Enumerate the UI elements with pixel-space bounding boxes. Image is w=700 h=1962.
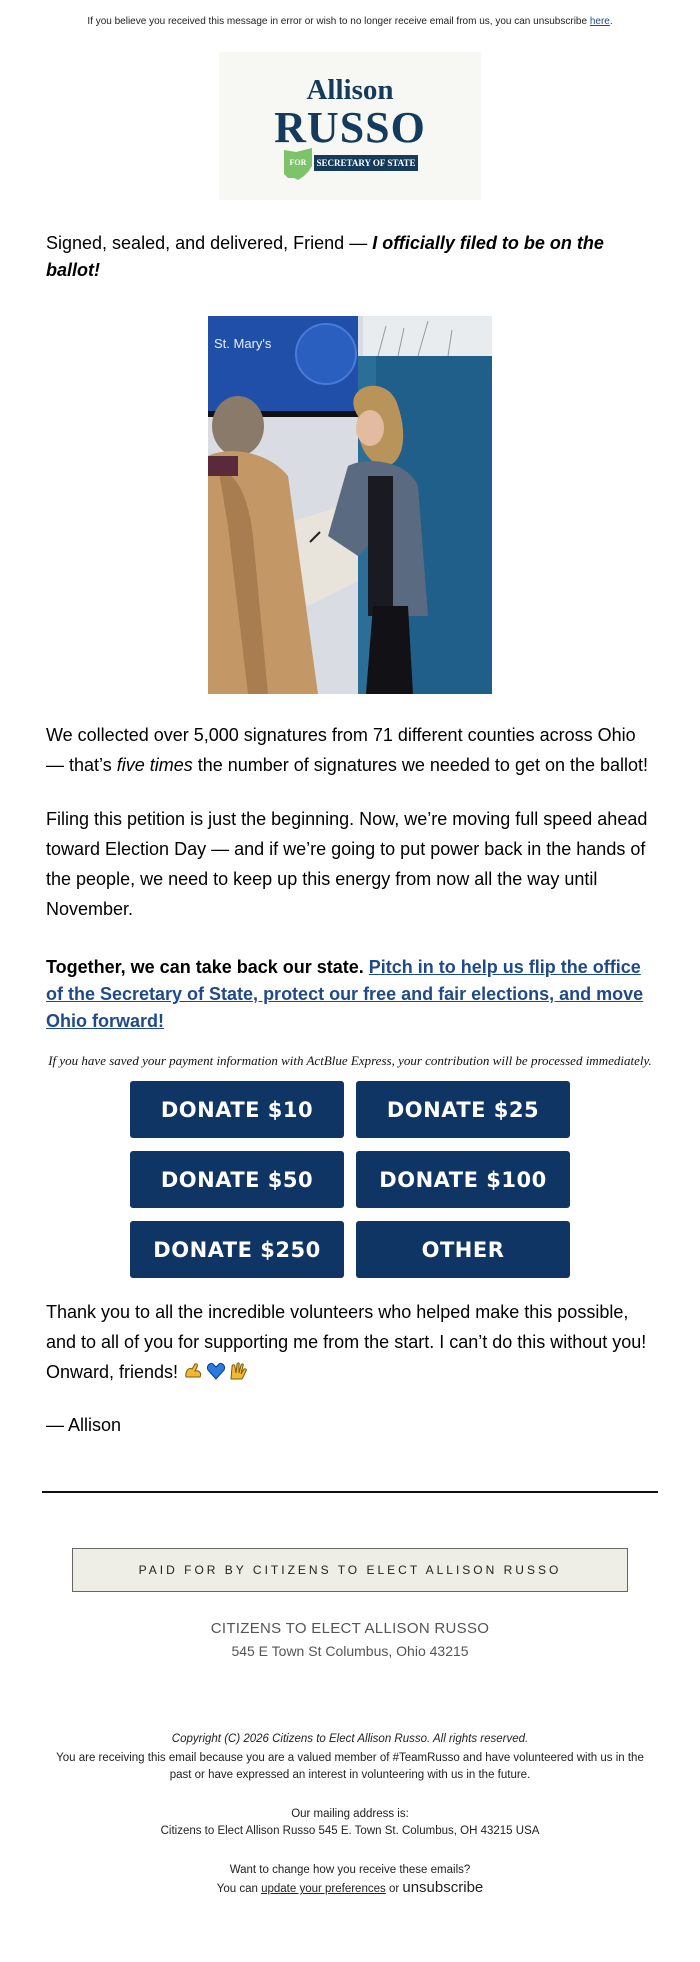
- footer-divider: [42, 1491, 658, 1493]
- signatures-text-b: the number of signatures we needed to get on the ballot!: [192, 755, 649, 775]
- cta-donate-link[interactable]: Pitch in to help us flip the office of the Secretary of State, protect our free and fair elections, and move Ohio forward!: [46, 957, 644, 1031]
- blue-heart-icon: [206, 1361, 226, 1381]
- paid-for-disclaimer: PAID FOR BY CITIZENS TO ELECT ALLISON RUSSO: [72, 1548, 628, 1592]
- change-question: Want to change how you receive these emails?: [229, 1864, 471, 1876]
- thanks-text: Thank you to all the incredible volunteers who helped make this possible, and to all of you for supporting me from the start. I can’t do this without you! Onward, friends!: [46, 1302, 647, 1382]
- campaign-logo: [219, 52, 481, 200]
- cta-bold: Together, we can take back our state.: [46, 957, 364, 977]
- unsubscribe-here-link[interactable]: here: [589, 16, 610, 27]
- actblue-note: If you have saved your payment information with ActBlue Express, your contribution will be processed immediately.: [48, 1053, 652, 1068]
- or-text: or: [385, 1883, 403, 1895]
- intro-lead: Signed, sealed, and delivered, Friend —: [46, 233, 373, 253]
- you-can-text: You can: [216, 1883, 262, 1895]
- donate-other-button[interactable]: OTHER: [356, 1221, 570, 1278]
- preheader-text: If you believe you received this message in error or wish to no longer receive email from us, you can unsubscribe: [87, 16, 588, 27]
- preferences-line: [0, 1879, 700, 1898]
- org-address: 545 E Town St Columbus, Ohio 43215: [231, 1643, 469, 1659]
- intro-paragraph: [46, 230, 654, 284]
- donate-50-button[interactable]: DONATE $50: [130, 1151, 344, 1208]
- flexed-biceps-icon: [183, 1361, 203, 1381]
- filing-photo: [208, 316, 492, 694]
- donate-25-button[interactable]: DONATE $25: [356, 1081, 570, 1138]
- signoff: — Allison: [46, 1415, 122, 1435]
- copyright: Copyright (C) 2026 Citizens to Elect Allison Russo. All rights reserved.: [171, 1733, 529, 1745]
- update-preferences-link[interactable]: update your preferences: [261, 1883, 386, 1895]
- logo-for: FOR: [289, 158, 307, 167]
- mailing-address: Citizens to Elect Allison Russo 545 E. Town St. Columbus, OH 43215 USA: [160, 1825, 540, 1837]
- petition-paragraph: Filing this petition is just the beginning. Now, we’re moving full speed ahead toward Election Day — and if we’re going to put power back in the hands of the people, we need to keep up this energy from now all the way until November.: [46, 809, 648, 919]
- logo-office: SECRETARY OF STATE: [314, 155, 418, 171]
- signatures-paragraph: [46, 720, 654, 780]
- donate-10-button[interactable]: DONATE $10: [130, 1081, 344, 1138]
- cta-paragraph: [46, 954, 654, 1035]
- preheader-period: .: [609, 16, 613, 27]
- signatures-text-a: We collected over 5,000 signatures from 71 different counties across Ohio — that’s: [46, 725, 636, 775]
- filing-photo-illustration: [208, 316, 492, 694]
- logo-first-name: Allison: [306, 74, 394, 106]
- org-name: CITIZENS TO ELECT ALLISON RUSSO: [210, 1620, 490, 1637]
- donate-buttons: [130, 1081, 570, 1278]
- footer-unsubscribe-link[interactable]: unsubscribe: [402, 1879, 484, 1896]
- subscription-reason: You are receiving this email because you are a valued member of #TeamRusso and have volunteered with us in the past or have expressed an interest in volunteering with us in the future.: [56, 1752, 644, 1781]
- mailing-label: Our mailing address is:: [291, 1808, 409, 1820]
- raising-hands-icon: [229, 1361, 249, 1381]
- thanks-paragraph: [46, 1297, 654, 1387]
- donate-250-button[interactable]: DONATE $250: [130, 1221, 344, 1278]
- preheader: [0, 0, 700, 30]
- logo-last-name: RUSSO: [274, 103, 426, 152]
- intro-emphasis: I officially filed to be on the ballot!: [46, 233, 604, 280]
- photo-sign-text: St. Mary's: [214, 336, 272, 351]
- donate-100-button[interactable]: DONATE $100: [356, 1151, 570, 1208]
- signatures-emphasis: five times: [116, 755, 193, 775]
